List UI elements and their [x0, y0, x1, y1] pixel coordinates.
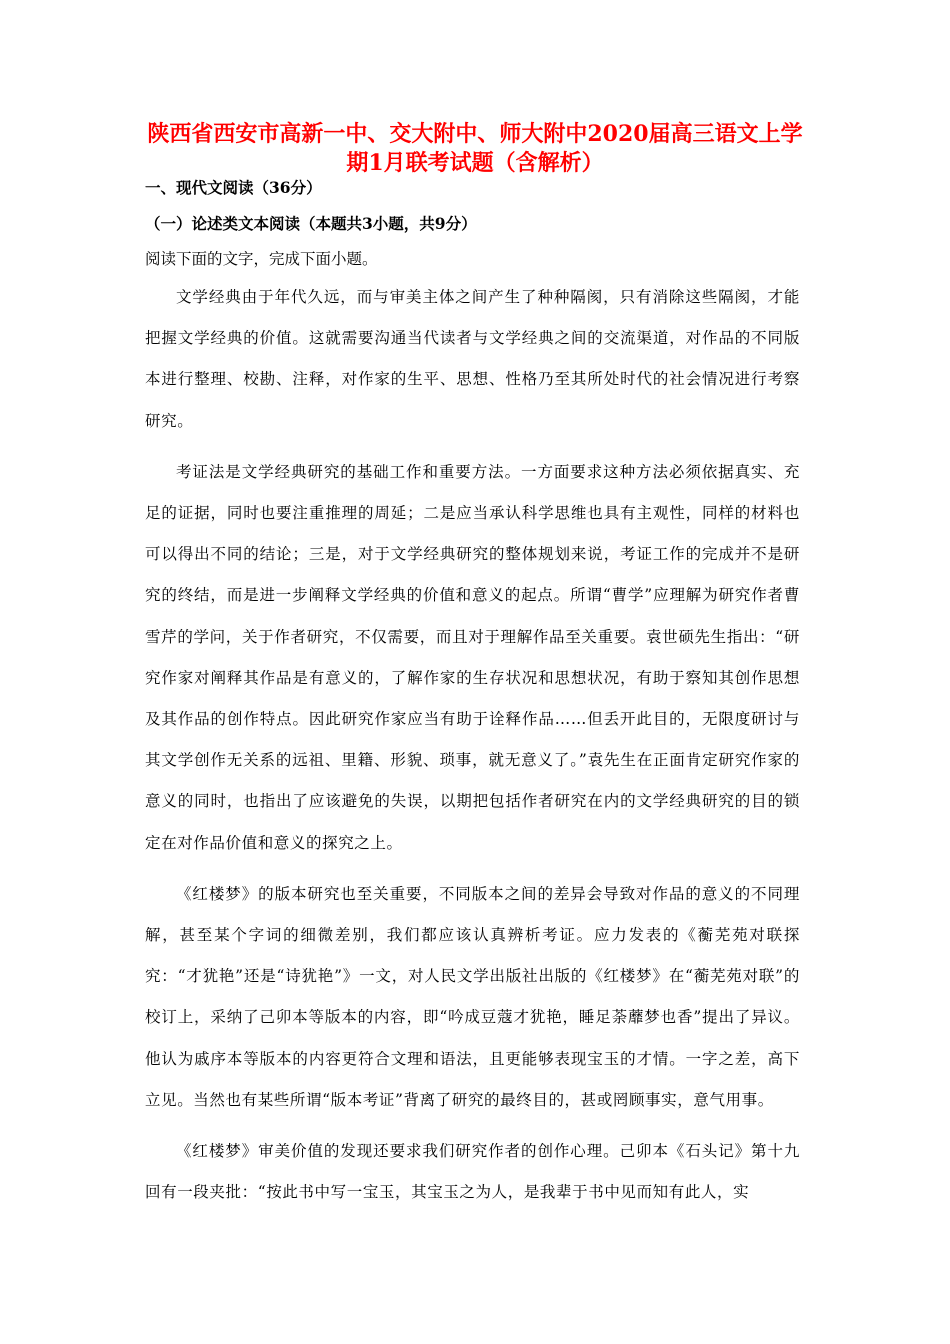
document-title: 陕西省西安市高新一中、交大附中、师大附中2020届高三语文上学期1月联考试题（含解析）	[147, 121, 803, 176]
passage-paragraph-2: 考证法是文学经典研究的基础工作和重要方法。一方面要求这种方法必须依据真实、充足的证据，同时也要注重推理的周延；二是应当承认科学思维也具有主观性，同样的材料也可以得出不同的结论；三是，对于文学经典研究的整体规划来说，考证工作的完成并不是研究的终结，而是进一步阐释文学经典的价值和意义的起点。所谓“曹学”应理解为研究作者曹雪芹的学问，关于作者研究，不仅需要，而且对于理解作品至关重要。袁世硕先生指出：“研究作家对阐释其作品是有意义的，了解作家的生存状况和思想状况，有助于察知其创作思想及其作品的创作特点。因此研究作家应当有助于诠释作品……但丢开此目的，无限度研讨与其文学创作无关系的远祖、里籍、形貌、琐事，就无意义了。”袁先生在正面肯定研究作家的意义的同时，也指出了应该避免的失误，以期把包括作者研究在内的文学经典研究的目的锁定在对作品价值和意义的探究之上。	[145, 462, 800, 852]
section-heading: 一、现代文阅读（36分）	[145, 178, 322, 197]
passage-paragraph-3: 《红楼梦》的版本研究也至关重要，不同版本之间的差异会导致对作品的意义的不同理解，甚至某个字词的细微差别，我们都应该认真辨析考证。应力发表的《蘅芜苑对联探究：“才犹艳”还是“诗犹艳”》一文，对人民文学出版社出版的《红楼梦》在“蘅芜苑对联”的校订上，采纳了己卯本等版本的内容，即“吟成豆蔻才犹艳，睡足荼蘼梦也香”提出了异议。他认为戚序本等版本的内容更符合文理和语法，且更能够表现宝玉的才情。一字之差，高下立见。当然也有某些所谓“版本考证”背离了研究的最终目的，甚或罔顾事实，意气用事。	[145, 884, 800, 1109]
subsection-heading: （一）论述类文本阅读（本题共3小题，共9分）	[145, 214, 477, 233]
reading-instruction: 阅读下面的文字，完成下面小题。	[145, 250, 378, 268]
passage-paragraph-1: 文学经典由于年代久远，而与审美主体之间产生了种种隔阂，只有消除这些隔阂，才能把握文学经典的价值。这就需要沟通当代读者与文学经典之间的交流渠道，对作品的不同版本进行整理、校勘、注释，对作家的生平、思想、性格乃至其所处时代的社会情况进行考察研究。	[145, 288, 800, 430]
passage-paragraph-4: 《红楼梦》审美价值的发现还要求我们研究作者的创作心理。己卯本《石头记》第十九回有一段夹批：“按此书中写一宝玉，其宝玉之为人，是我辈于书中见而知有此人，实	[145, 1142, 800, 1202]
passage-body	[145, 277, 800, 1223]
